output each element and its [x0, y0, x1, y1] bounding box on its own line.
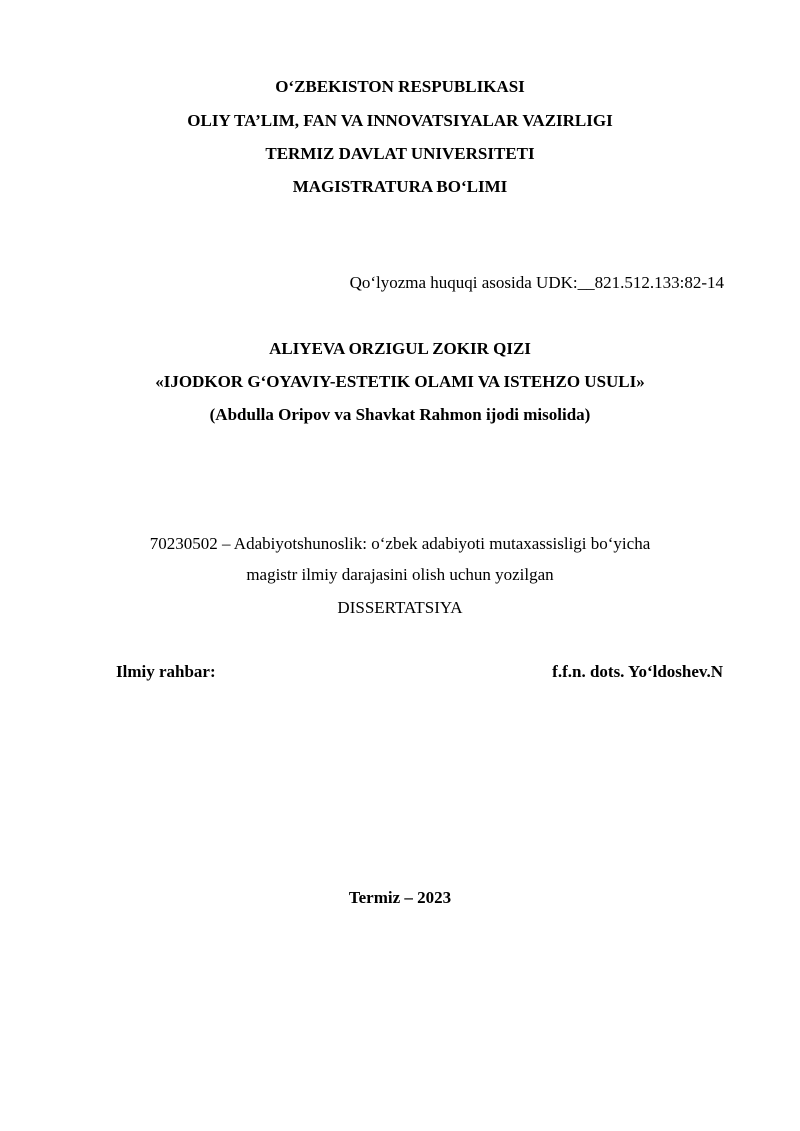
city-year: Termiz – 2023 — [348, 888, 452, 907]
header-ministry: OLIY TA’LIM, FAN VA INNOVATSIYALAR VAZIRLIGI — [187, 111, 613, 130]
dissertation-title: «IJODKOR G‘OYAVIY-ESTETIK OLAMI VA ISTEHZO USULI» — [155, 372, 645, 391]
header-university: TERMIZ DAVLAT UNIVERSITETI — [265, 144, 535, 163]
dissertation-subtitle: (Abdulla Oripov va Shavkat Rahmon ijodi misolida) — [209, 405, 591, 424]
supervisor-name: f.f.n. dots. Yo‘ldoshev.N — [552, 662, 723, 681]
author-name: ALIYEVA ORZIGUL ZOKIR QIZI — [269, 339, 531, 358]
specialty-line: 70230502 – Adabiyotshunoslik: o‘zbek adabiyoti mutaxassisligi bo‘yicha — [149, 534, 651, 553]
document-type: DISSERTATSIYA — [337, 598, 463, 617]
header-country: O‘ZBEKISTON RESPUBLIKASI — [275, 77, 525, 96]
supervisor-label: Ilmiy rahbar: — [116, 662, 216, 681]
header-department: MAGISTRATURA BO‘LIMI — [292, 177, 508, 196]
degree-line: magistr ilmiy darajasini olish uchun yozilgan — [246, 565, 554, 584]
udk-line: Qo‘lyozma huquqi asosida UDK:__821.512.133:82-14 — [349, 273, 724, 292]
